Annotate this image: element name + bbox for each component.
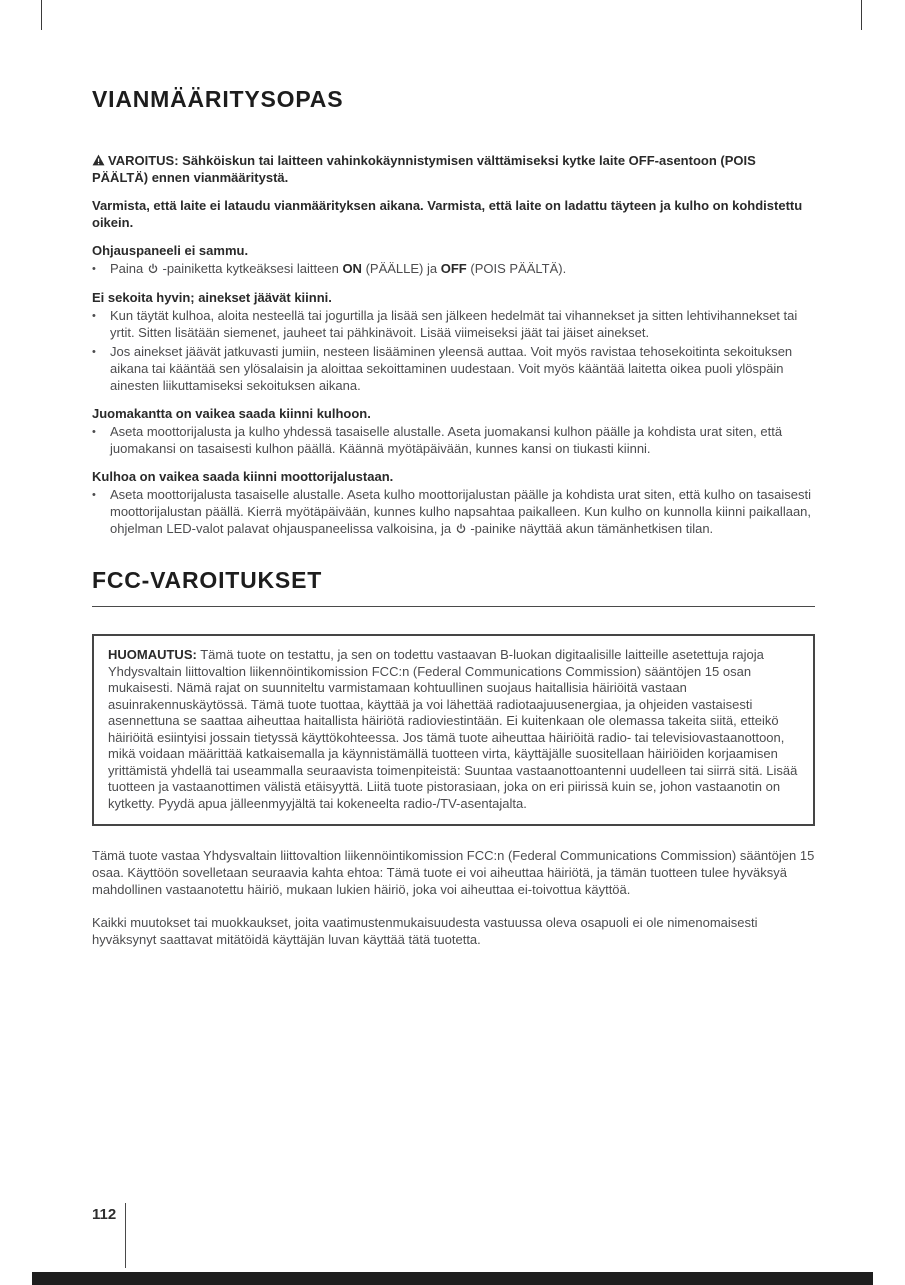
list-item xyxy=(92,486,815,537)
power-icon xyxy=(147,263,159,275)
bullet-text: (PÄÄLLE) ja xyxy=(365,261,438,276)
section-not-blending xyxy=(92,289,815,394)
bullet-text: (POIS PÄÄLTÄ). xyxy=(470,261,567,276)
page-number: 112 xyxy=(92,1206,117,1223)
footer-divider xyxy=(125,1203,126,1268)
off-label: OFF xyxy=(440,261,467,276)
bullet-text: -painiketta kytkeäksesi laitteen xyxy=(162,261,339,276)
crop-mark-top-left xyxy=(41,0,42,30)
bullet-text: • Jos ainekset jäävät jatkuvasti jumiin, nesteen lisääminen yleensä auttaa. Voit myös ravistaa tehosekoitinta sekoituksen aikana tai kääntää sen ylösalaisin ja aloittaa sekoittaminen uudestaan. Voit myös kääntää laitetta oikea puoli ylöspäin ainesten liikuttamiseksi sekoituksen aikana. xyxy=(110,344,793,393)
list-item xyxy=(92,260,815,278)
power-icon xyxy=(455,523,467,535)
bullet-text: Paina xyxy=(110,261,144,276)
section-heading: Ohjauspaneeli ei sammu. xyxy=(92,243,249,258)
section-lid-attach xyxy=(92,405,815,457)
list-item xyxy=(92,343,815,394)
bullet-text: • Aseta moottorijalusta ja kulho yhdessä tasaiselle alustalle. Aseta juomakansi kulhon päälle ja kohdista urat siten, että juomakansi on tasaisesti kulhon päällä. Käännä myötäpäivään, kunnes kansi on tiukasti kiinni. xyxy=(110,424,783,456)
on-label: ON xyxy=(342,261,362,276)
troubleshooting-title: VIANMÄÄRITYSOPAS xyxy=(92,86,344,112)
warning-text: VAROITUS: Sähköiskun tai laitteen vahinkokäynnistymisen välttämiseksi kytke laite OFF-asentoon (POIS PÄÄLTÄ) ennen vianmääritystä. xyxy=(92,153,756,185)
bullet-text: • Kun täytät kulhoa, aloita nesteellä tai jogurtilla ja lisää sen jälkeen hedelmät tai vihannekset ja sitten lehtivihannekset tai yrtit. Sitten lisätään siemenet, jauheet tai pähkinävoit. Lisää viimeiseksi jäät tai jäiset ainekset. xyxy=(110,308,798,340)
section-control-panel xyxy=(92,242,815,278)
warning-icon xyxy=(92,154,105,166)
section-divider xyxy=(92,606,815,607)
bullet-list xyxy=(92,423,815,457)
list-item xyxy=(92,423,815,457)
warning-note xyxy=(92,152,815,186)
fcc-title: FCC-VAROITUKSET xyxy=(92,567,323,593)
section-vessel-attach xyxy=(92,468,815,537)
page-content xyxy=(92,0,815,948)
section-heading: Kulhoa on vaikea saada kiinni moottorijalustaan. xyxy=(92,469,394,484)
fcc-paragraph: Kaikki muutokset tai muokkaukset, joita vaatimustenmukaisuudesta vastuussa oleva osapuoli ei ole nimenomaisesti hyväksynyt saattavat mitätöidä käyttäjän luvan käyttää tätä tuotetta. xyxy=(92,915,758,947)
note-label: HUOMAUTUS: xyxy=(108,647,197,662)
bullet-list xyxy=(92,307,815,394)
section-heading: Juomakantta on vaikea saada kiinni kulhoon. xyxy=(92,406,371,421)
fcc-paragraph: Tämä tuote vastaa Yhdysvaltain liittovaltion liikennöintikomission FCC:n (Federal Communications Commission) sääntöjen 15 osaa. Käyttöön sovelletaan seuraavia kahta ehtoa: Tämä tuote ei voi aiheuttaa häiriötä, ja tämän tuotteen tulee hyväksyä mahdollinen vastaanotettu häiriö, mukaan lukien häiriö, joka voi aiheuttaa ei-toivottua käyttöä. xyxy=(92,848,815,897)
list-item xyxy=(92,307,815,341)
crop-mark-top-right xyxy=(861,0,862,30)
bullet-list xyxy=(92,486,815,537)
bullet-text: -painike näyttää akun tämänhetkisen tilan. xyxy=(470,521,714,536)
intro-paragraph: Varmista, että laite ei lataudu vianmäärityksen aikana. Varmista, että laite on ladattu täyteen ja kulho on kohdistettu oikein. xyxy=(92,198,803,230)
page-edge-bar xyxy=(32,1272,873,1285)
section-heading: Ei sekoita hyvin; ainekset jäävät kiinni. xyxy=(92,290,332,305)
bullet-text: Aseta moottorijalusta tasaiselle alustalle. Aseta kulho moottorijalustan päälle ja kohdista urat siten, että kulho on tasaisesti moottorijalustan päällä. Kierrä myötäpäivään, kunnes kulho napsahtaa paikalleen. Kun kulho on kunnolla kiinni paikallaan, ohjelman LED-valot palavat ohjauspaneelissa valkoisina, ja xyxy=(110,487,812,536)
bullet-list xyxy=(92,260,815,278)
fcc-note-box xyxy=(92,634,815,826)
note-text: Tämä tuote on testattu, ja sen on todettu vastaavan B-luokan digitaalisille laitteille asetettuja rajoja Yhdysvaltain liittovaltion liikennöintikomission FCC:n (Federal Communications Commission) sääntöjen 15 osan mukaisesti. Nämä rajat on suunniteltu varmistamaan kohtuullinen suojaus haitallisia häiriöitä vastaan asuinrakennuskäytössä. Tämä tuote tuottaa, käyttää ja voi lähettää radiotaajuusenergiaa, ja ohjeiden vastaisesti asennettuna se saattaa aiheuttaa haitallista häiriötä radioviestintään. Ei kuitenkaan ole olemassa takeita siitä, etteikö häiriöitä esiintyisi jossain tietyssä käyttökohteessa. Jos tämä tuote aiheuttaa häiriöitä radio- tai televisiovastaanottoon, mikä voidaan määrittää katkaisemalla ja käynnistämällä tuotteen virta, käyttäjälle suositellaan häiriöiden korjaamisen yrittämistä yhdellä tai useammalla seuraavista toimenpiteistä: Suuntaa vastaanottoantenni uudelleen tai siirrä sitä. Lisää tuotteen ja vastaanottimen välistä etäisyyttä. Liitä tuote pistorasiaan, joka on eri piirissä kuin se, johon vastaanotin on kytketty. Pyydä apua jälleenmyyjältä tai kokeneelta radio-/TV-asentajalta. xyxy=(108,647,798,811)
